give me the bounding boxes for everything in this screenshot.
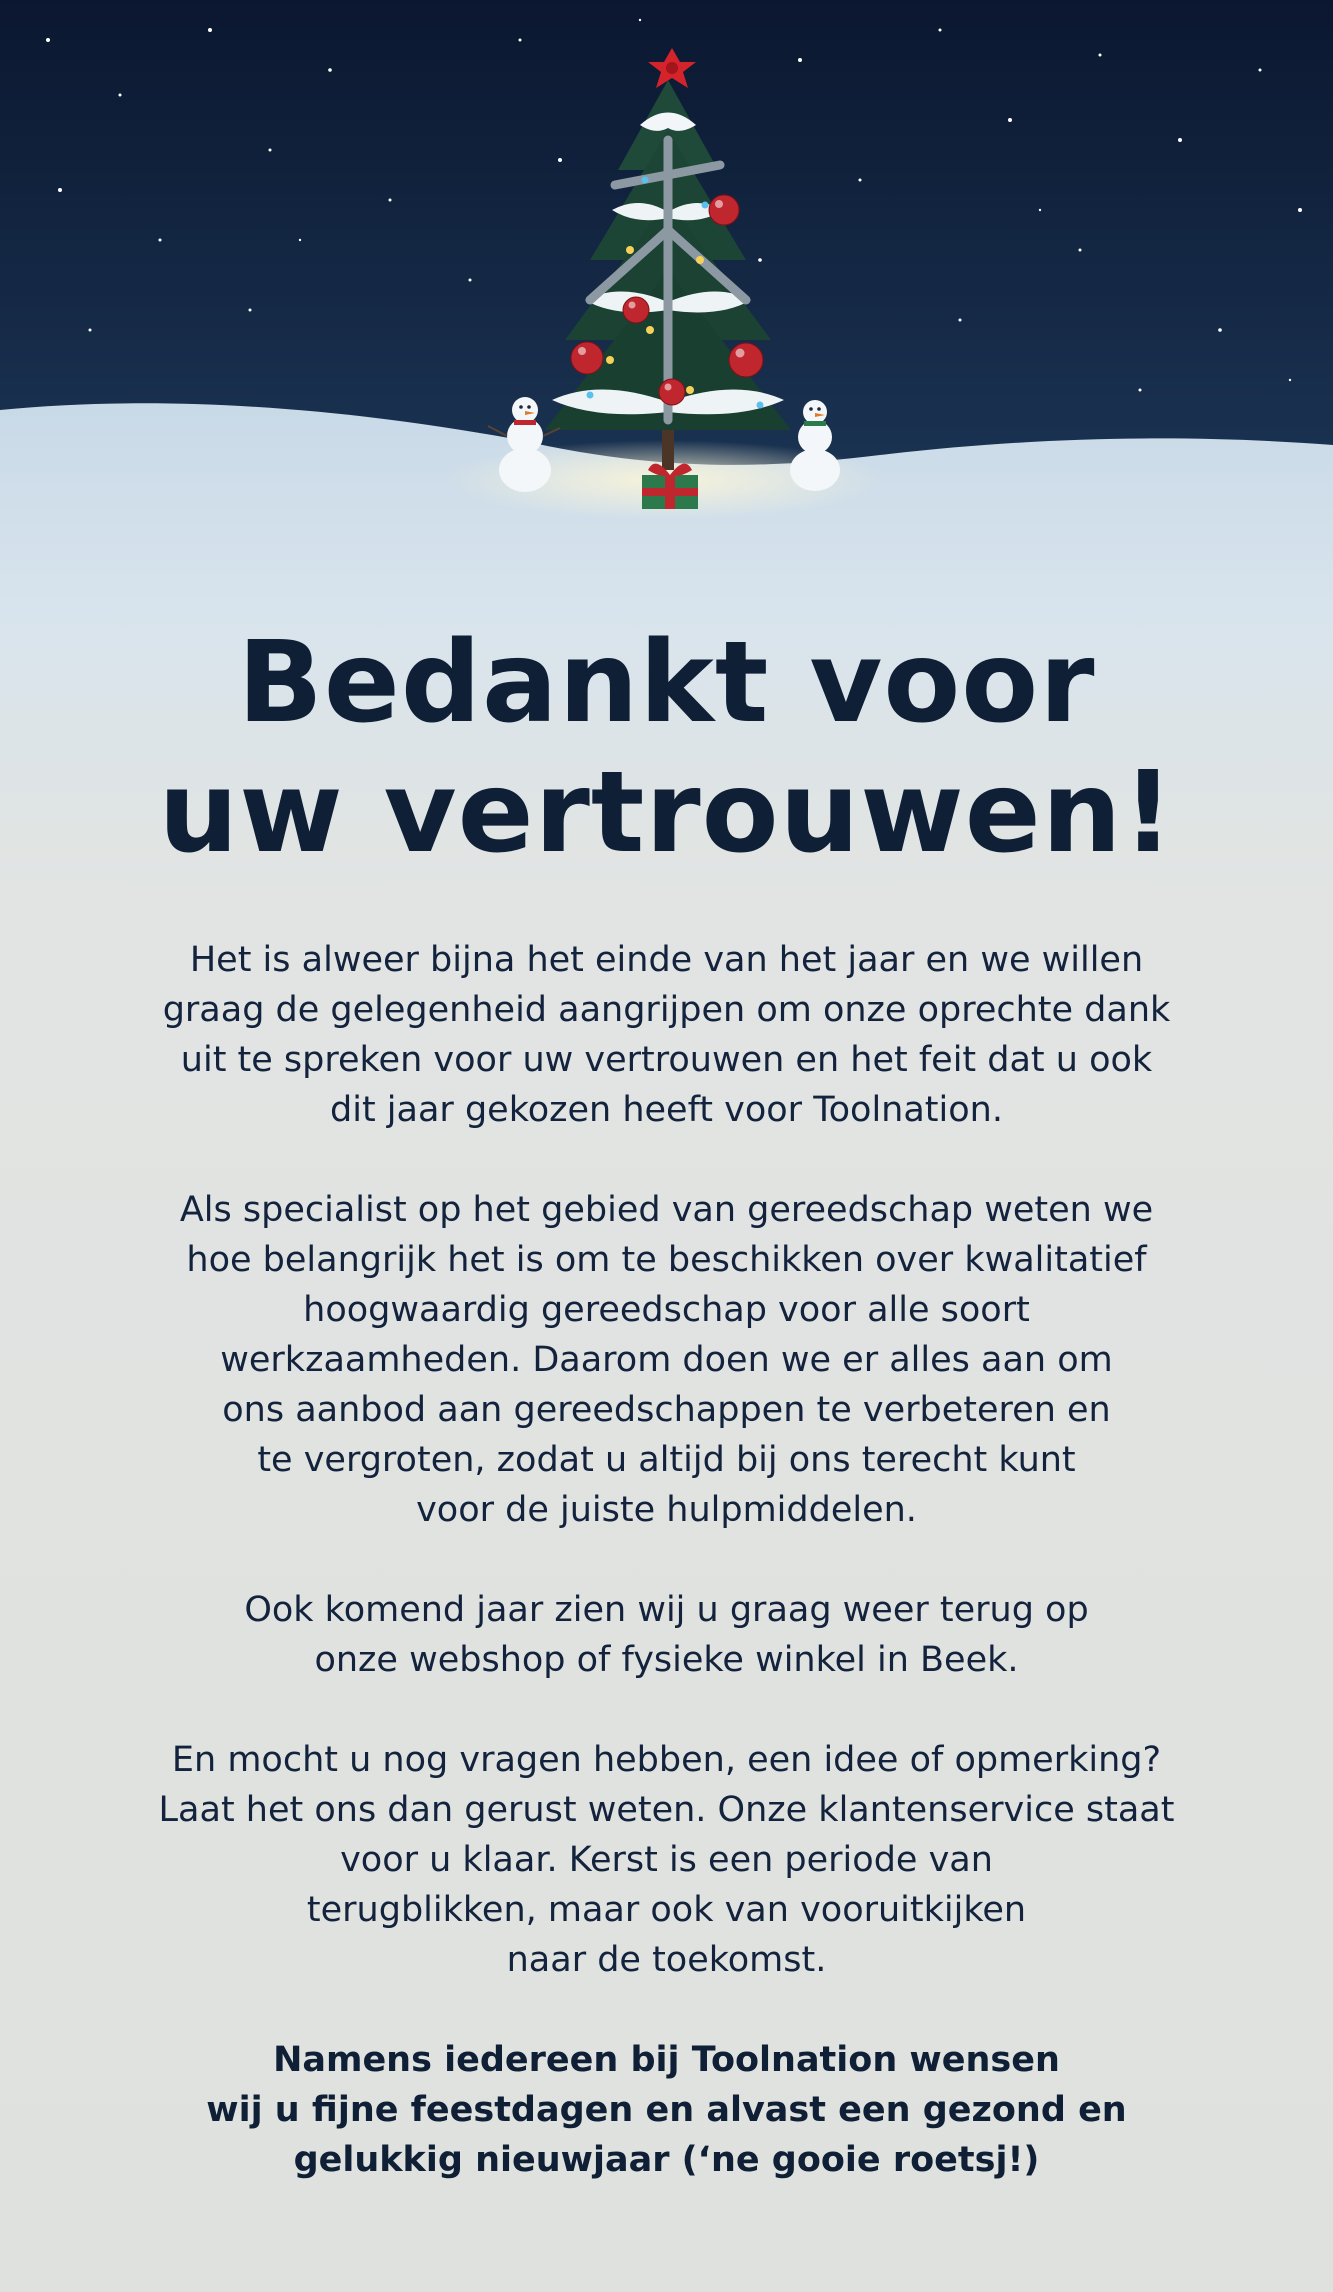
text-line: hoogwaardig gereedschap voor alle soort bbox=[303, 1290, 1030, 1330]
closing-line: wij u fijne feestdagen en alvast een gezond en bbox=[206, 2090, 1127, 2130]
text-line: voor u klaar. Kerst is een periode van bbox=[340, 1840, 993, 1880]
paragraph-specialist bbox=[110, 1185, 1223, 1535]
text-line: graag de gelegenheid aangrijpen om onze oprechte dank bbox=[162, 990, 1171, 1030]
text-line: uit te spreken voor uw vertrouwen en het feit dat u ook bbox=[180, 1040, 1153, 1080]
text-line: En mocht u nog vragen hebben, een idee of opmerking? bbox=[171, 1740, 1162, 1780]
text-line: Laat het ons dan gerust weten. Onze klantenservice staat bbox=[158, 1790, 1175, 1830]
text-line: hoe belangrijk het is om te beschikken over kwalitatief bbox=[186, 1240, 1147, 1280]
text-line: Als specialist op het gebied van gereedschap weten we bbox=[179, 1190, 1154, 1230]
closing-greeting bbox=[110, 2035, 1223, 2185]
text-line: werkzaamheden. Daarom doen we er alles aan om bbox=[220, 1340, 1113, 1380]
text-line: naar de toekomst. bbox=[506, 1940, 827, 1980]
page-title bbox=[0, 618, 1333, 878]
paragraph-next-year bbox=[110, 1585, 1223, 1685]
text-line: terugblikken, maar ook van vooruitkijken bbox=[306, 1890, 1027, 1930]
letter-body bbox=[110, 935, 1223, 2235]
closing-line: Namens iedereen bij Toolnation wensen bbox=[273, 2040, 1060, 2080]
title-line-2: uw vertrouwen! bbox=[158, 748, 1175, 878]
paragraph-intro bbox=[110, 935, 1223, 1135]
text-line: voor de juiste hulpmiddelen. bbox=[416, 1490, 917, 1530]
text-line: onze webshop of fysieke winkel in Beek. bbox=[314, 1640, 1019, 1680]
closing-line: gelukkig nieuwjaar (‘ne gooie roetsj!) bbox=[293, 2140, 1040, 2180]
text-line: te vergroten, zodat u altijd bij ons terecht kunt bbox=[257, 1440, 1076, 1480]
paragraph-questions bbox=[110, 1735, 1223, 1985]
text-line: Ook komend jaar zien wij u graag weer terug op bbox=[244, 1590, 1089, 1630]
title-line-1: Bedankt voor bbox=[237, 618, 1096, 748]
text-line: dit jaar gekozen heeft voor Toolnation. bbox=[330, 1090, 1003, 1130]
text-line: ons aanbod aan gereedschappen te verbeteren en bbox=[222, 1390, 1111, 1430]
text-line: Het is alweer bijna het einde van het jaar en we willen bbox=[189, 940, 1144, 980]
